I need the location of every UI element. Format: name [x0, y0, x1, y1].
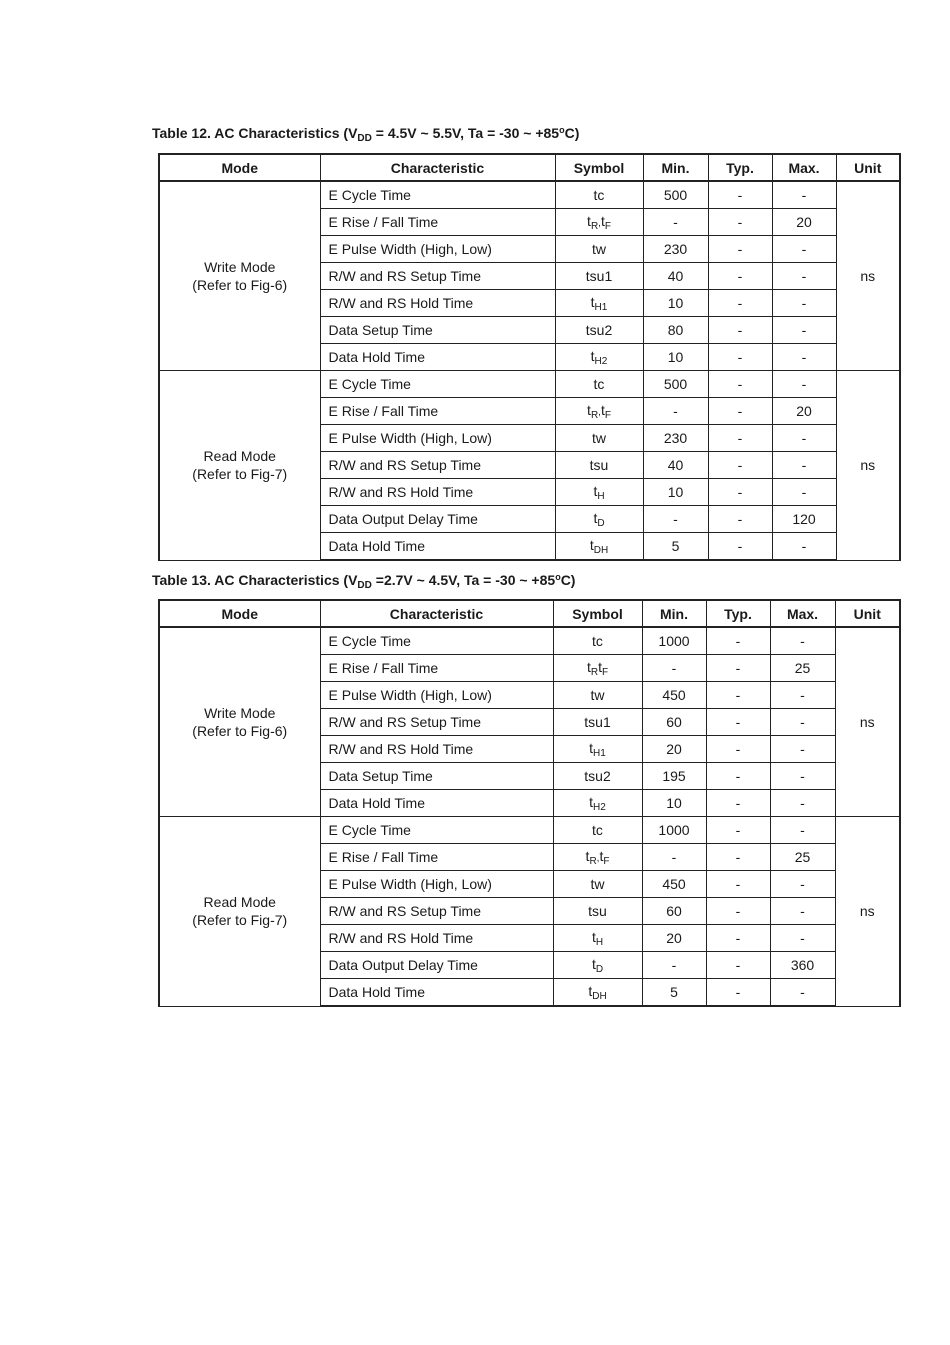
characteristic-cell: R/W and RS Hold Time: [320, 736, 553, 763]
table-13-caption: Table 13. AC Characteristics ($V_{DD} =2.7V$ ~ 4.5V, Ta = -30 ~ $+85^oC$): [152, 572, 576, 591]
characteristic-cell: Data Hold Time: [320, 344, 555, 371]
symbol-cell: [553, 952, 642, 979]
min-cell: -: [642, 655, 706, 682]
symbol-cell: [555, 290, 643, 317]
mode-reference: (Refer to Fig-7): [192, 912, 288, 929]
typ-cell: -: [706, 682, 770, 709]
max-cell: 25: [770, 655, 835, 682]
max-cell: -: [772, 425, 836, 452]
typ-cell: -: [708, 290, 772, 317]
max-cell: -: [772, 263, 836, 290]
typ-cell: -: [706, 627, 770, 655]
mode-cell: [159, 371, 320, 561]
symbol-cell: [553, 763, 642, 790]
table-row: [159, 817, 900, 844]
max-cell: -: [772, 236, 836, 263]
min-cell: 500: [643, 371, 708, 398]
header-typ: Typ.: [708, 154, 772, 181]
characteristic-cell: E Pulse Width (High, Low): [320, 236, 555, 263]
unit-cell: ns: [835, 627, 900, 817]
typ-cell: -: [708, 479, 772, 506]
characteristic-cell: E Rise / Fall Time: [320, 844, 553, 871]
characteristic-cell: E Rise / Fall Time: [320, 209, 555, 236]
typ-cell: -: [706, 736, 770, 763]
symbol-base: t: [593, 482, 598, 499]
max-cell: -: [770, 736, 835, 763]
symbol-base: t: [599, 847, 604, 864]
min-cell: 450: [642, 871, 706, 898]
symbol-cell: [553, 655, 642, 682]
min-cell: -: [643, 398, 708, 425]
symbol-cell: [555, 425, 643, 452]
symbol-cell: [553, 817, 642, 844]
symbol-cell: [553, 709, 642, 736]
symbol-cell: [553, 925, 642, 952]
symbol-cell: [553, 979, 642, 1007]
header-row: [159, 154, 900, 181]
min-cell: 195: [642, 763, 706, 790]
min-cell: -: [642, 844, 706, 871]
symbol-subscript: R: [590, 409, 599, 421]
symbol-base: t: [591, 928, 596, 945]
header-max: Max.: [772, 154, 836, 181]
table-row: [159, 627, 900, 655]
typ-cell: -: [706, 655, 770, 682]
mode-name: Read Mode: [203, 448, 276, 465]
min-cell: 1000: [642, 817, 706, 844]
max-cell: -: [770, 898, 835, 925]
min-cell: 10: [643, 290, 708, 317]
max-cell: -: [770, 817, 835, 844]
max-cell: -: [772, 290, 836, 317]
symbol-cell: [555, 317, 643, 344]
symbol-base: tsu1: [585, 268, 613, 284]
header-mode: Mode: [159, 600, 320, 627]
max-cell: -: [772, 479, 836, 506]
symbol-base: tw: [590, 687, 605, 703]
header-symbol: Symbol: [553, 600, 642, 627]
header-mode: Mode: [159, 154, 320, 181]
max-cell: -: [770, 925, 835, 952]
min-cell: 230: [643, 236, 708, 263]
min-cell: 20: [642, 925, 706, 952]
max-cell: 20: [772, 209, 836, 236]
typ-cell: -: [706, 709, 770, 736]
min-cell: 20: [642, 736, 706, 763]
characteristic-cell: R/W and RS Hold Time: [320, 479, 555, 506]
symbol-separator: ,: [598, 217, 601, 229]
min-cell: 1000: [642, 627, 706, 655]
min-cell: 450: [642, 682, 706, 709]
characteristic-cell: R/W and RS Setup Time: [320, 898, 553, 925]
mode-reference: (Refer to Fig-6): [192, 723, 288, 739]
characteristic-cell: E Pulse Width (High, Low): [320, 682, 553, 709]
symbol-cell: [555, 209, 643, 236]
max-cell: -: [772, 452, 836, 479]
max-cell: -: [772, 181, 836, 209]
symbol-subscript: F: [603, 855, 610, 867]
typ-cell: -: [708, 344, 772, 371]
symbol-separator: ,: [596, 852, 600, 864]
symbol-base: t: [590, 347, 595, 364]
symbol-subscript: F: [604, 220, 611, 232]
header-symbol: Symbol: [555, 154, 643, 181]
symbol-cell: [555, 263, 643, 290]
symbol-subscript: D: [595, 963, 604, 975]
mode-cell: [159, 817, 320, 1007]
symbol-cell: [555, 398, 643, 425]
symbol-subscript: H1: [594, 301, 608, 313]
characteristic-cell: Data Output Delay Time: [320, 506, 555, 533]
max-cell: -: [772, 317, 836, 344]
min-cell: -: [642, 952, 706, 979]
min-cell: 5: [642, 979, 706, 1007]
min-cell: 10: [643, 344, 708, 371]
characteristic-cell: R/W and RS Setup Time: [320, 452, 555, 479]
min-cell: 60: [642, 898, 706, 925]
symbol-cell: [555, 344, 643, 371]
min-cell: 500: [643, 181, 708, 209]
min-cell: 10: [643, 479, 708, 506]
unit-cell: ns: [836, 371, 900, 561]
symbol-base: t: [589, 739, 594, 756]
typ-cell: -: [708, 371, 772, 398]
typ-cell: -: [706, 817, 770, 844]
header-typ: Typ.: [706, 600, 770, 627]
typ-cell: -: [708, 317, 772, 344]
max-cell: -: [770, 627, 835, 655]
symbol-cell: [555, 533, 643, 561]
symbol-base: tc: [593, 376, 605, 392]
typ-cell: -: [708, 452, 772, 479]
max-cell: -: [770, 763, 835, 790]
symbol-cell: [553, 844, 642, 871]
symbol-cell: [553, 898, 642, 925]
characteristic-cell: E Cycle Time: [320, 627, 553, 655]
symbol-base: t: [589, 793, 594, 810]
characteristic-cell: E Pulse Width (High, Low): [320, 871, 553, 898]
symbol-base: t: [600, 212, 605, 229]
symbol-base: tsu: [589, 457, 609, 473]
max-cell: -: [770, 790, 835, 817]
min-cell: 5: [643, 533, 708, 561]
symbol-base: t: [600, 401, 605, 418]
max-cell: -: [770, 709, 835, 736]
header-characteristic: Characteristic: [320, 154, 555, 181]
characteristic-cell: Data Setup Time: [320, 317, 555, 344]
mode-name: Write Mode: [204, 259, 276, 275]
table-row: [159, 181, 900, 209]
min-cell: 80: [643, 317, 708, 344]
characteristic-cell: E Rise / Fall Time: [320, 655, 553, 682]
table-12-ac-characteristics: [158, 153, 901, 561]
symbol-cell: [555, 371, 643, 398]
symbol-base: tw: [590, 876, 605, 892]
typ-cell: -: [706, 871, 770, 898]
symbol-cell: [555, 506, 643, 533]
characteristic-cell: Data Output Delay Time: [320, 952, 553, 979]
symbol-base: tc: [593, 187, 605, 203]
unit-cell: ns: [835, 817, 900, 1007]
header-unit: Unit: [835, 600, 900, 627]
table-12-caption: Table 12. AC Characteristics ($V_{DD} = 4.5V$ ~ 5.5V, Ta = -30 ~ $+85^oC$): [152, 125, 580, 144]
characteristic-cell: R/W and RS Setup Time: [320, 263, 555, 290]
typ-cell: -: [708, 209, 772, 236]
characteristic-cell: Data Hold Time: [320, 790, 553, 817]
symbol-base: t: [588, 982, 593, 999]
symbol-cell: [555, 236, 643, 263]
max-cell: -: [772, 371, 836, 398]
symbol-subscript: H: [597, 490, 605, 502]
max-cell: 20: [772, 398, 836, 425]
mode-cell: [159, 627, 320, 817]
symbol-subscript: R: [590, 220, 599, 232]
mode-name: Read Mode: [203, 894, 276, 911]
characteristic-cell: E Cycle Time: [320, 817, 553, 844]
header-min: Min.: [642, 600, 706, 627]
symbol-cell: [553, 627, 642, 655]
symbol-subscript: DH: [592, 990, 607, 1002]
symbol-separator: ,: [598, 406, 601, 418]
max-cell: -: [772, 533, 836, 561]
symbol-cell: [555, 452, 643, 479]
typ-cell: -: [706, 952, 770, 979]
typ-cell: -: [706, 979, 770, 1007]
symbol-subscript: H2: [593, 801, 606, 813]
header-characteristic: Characteristic: [320, 600, 553, 627]
max-cell: -: [770, 871, 835, 898]
max-cell: -: [770, 979, 835, 1007]
characteristic-cell: E Cycle Time: [320, 181, 555, 209]
mode-reference: (Refer to Fig-7): [192, 466, 288, 483]
symbol-subscript: H: [595, 936, 604, 948]
characteristic-cell: R/W and RS Hold Time: [320, 290, 555, 317]
characteristic-cell: Data Hold Time: [320, 979, 553, 1007]
symbol-base: t: [587, 401, 591, 418]
symbol-base: tw: [592, 241, 606, 257]
typ-cell: -: [708, 398, 772, 425]
min-cell: -: [643, 209, 708, 236]
typ-cell: -: [706, 763, 770, 790]
unit-cell: ns: [836, 181, 900, 371]
symbol-base: tsu: [588, 903, 607, 919]
symbol-base: t: [587, 212, 591, 229]
table-13-ac-characteristics: [158, 599, 901, 1007]
symbol-cell: [553, 790, 642, 817]
max-cell: 120: [772, 506, 836, 533]
min-cell: 230: [643, 425, 708, 452]
symbol-base: t: [598, 658, 602, 675]
header-unit: Unit: [836, 154, 900, 181]
header-max: Max.: [770, 600, 835, 627]
symbol-cell: [555, 181, 643, 209]
symbol-subscript: R: [589, 855, 597, 867]
characteristic-cell: Data Setup Time: [320, 763, 553, 790]
symbol-base: t: [593, 509, 598, 526]
typ-cell: -: [708, 263, 772, 290]
max-cell: 25: [770, 844, 835, 871]
header-row: [159, 600, 900, 627]
symbol-subscript: H1: [593, 747, 606, 759]
symbol-base: t: [590, 293, 595, 310]
symbol-base: tsu1: [584, 714, 611, 730]
characteristic-cell: E Pulse Width (High, Low): [320, 425, 555, 452]
characteristic-cell: E Rise / Fall Time: [320, 398, 555, 425]
typ-cell: -: [708, 236, 772, 263]
symbol-base: t: [589, 536, 594, 553]
symbol-cell: [553, 682, 642, 709]
typ-cell: -: [708, 506, 772, 533]
min-cell: 10: [642, 790, 706, 817]
max-cell: 360: [770, 952, 835, 979]
symbol-cell: [555, 479, 643, 506]
mode-reference: (Refer to Fig-6): [192, 277, 288, 293]
characteristic-cell: R/W and RS Setup Time: [320, 709, 553, 736]
mode-name: Write Mode: [204, 705, 276, 721]
header-min: Min.: [643, 154, 708, 181]
mode-cell: [159, 181, 320, 371]
min-cell: 40: [643, 263, 708, 290]
symbol-base: t: [586, 658, 591, 675]
typ-cell: -: [708, 181, 772, 209]
symbol-base: tc: [592, 633, 603, 649]
typ-cell: -: [706, 844, 770, 871]
typ-cell: -: [706, 898, 770, 925]
characteristic-cell: Data Hold Time: [320, 533, 555, 561]
symbol-base: tc: [592, 822, 603, 838]
typ-cell: -: [708, 533, 772, 561]
max-cell: -: [770, 682, 835, 709]
typ-cell: -: [708, 425, 772, 452]
typ-cell: -: [706, 790, 770, 817]
symbol-base: tsu2: [584, 768, 611, 784]
symbol-subscript: F: [601, 666, 609, 678]
symbol-base: t: [585, 847, 590, 864]
symbol-cell: [553, 736, 642, 763]
min-cell: 60: [642, 709, 706, 736]
symbol-subscript: R: [590, 666, 599, 678]
symbol-subscript: D: [597, 517, 605, 529]
characteristic-cell: R/W and RS Hold Time: [320, 925, 553, 952]
table-row: [159, 371, 900, 398]
min-cell: -: [643, 506, 708, 533]
symbol-cell: [553, 871, 642, 898]
symbol-base: t: [591, 955, 596, 972]
characteristic-cell: E Cycle Time: [320, 371, 555, 398]
min-cell: 40: [643, 452, 708, 479]
symbol-base: tsu2: [585, 322, 613, 338]
symbol-base: tw: [592, 430, 606, 446]
symbol-subscript: H2: [594, 355, 608, 367]
symbol-subscript: DH: [593, 544, 609, 556]
max-cell: -: [772, 344, 836, 371]
symbol-subscript: F: [604, 409, 611, 421]
typ-cell: -: [706, 925, 770, 952]
